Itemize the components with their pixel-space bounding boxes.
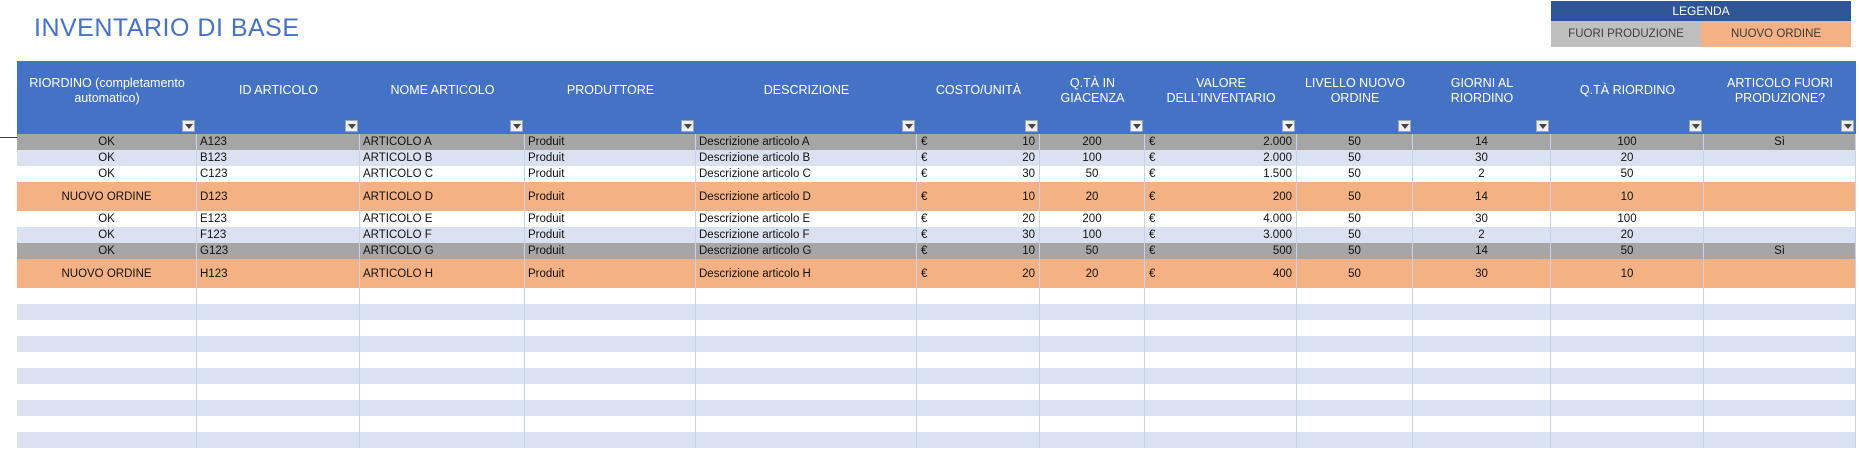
table-cell-nome[interactable]: ARTICOLO C: [360, 166, 525, 182]
column-header: [1413, 61, 1551, 134]
table-cell-livello[interactable]: 50: [1297, 134, 1413, 150]
table-cell-descrizione[interactable]: Descrizione articolo C: [696, 166, 917, 182]
table-cell-riordino[interactable]: OK: [17, 211, 197, 227]
table-cell-empty[interactable]: [1551, 320, 1704, 336]
column-header: [1040, 61, 1145, 134]
table-cell-giacenza[interactable]: 20: [1040, 182, 1145, 211]
table-cell-empty[interactable]: [197, 416, 360, 432]
table-cell-empty[interactable]: [1297, 384, 1413, 400]
table-cell-empty[interactable]: [1551, 288, 1704, 304]
table-cell-qta-riordino[interactable]: 50: [1551, 166, 1704, 182]
table-cell-giacenza[interactable]: 100: [1040, 227, 1145, 243]
table-cell-empty[interactable]: [17, 304, 197, 320]
table-cell-fuori[interactable]: Sì: [1704, 134, 1856, 150]
page-title: INVENTARIO DI BASE: [34, 14, 300, 42]
filter-dropdown-icon[interactable]: [345, 120, 358, 132]
table-cell-empty[interactable]: [1040, 304, 1145, 320]
table-cell-empty[interactable]: [1040, 416, 1145, 432]
table-cell-empty[interactable]: [1704, 288, 1856, 304]
column-header: [525, 61, 696, 134]
table-cell-id[interactable]: C123: [197, 166, 360, 182]
table-cell-costo[interactable]: [917, 227, 1040, 243]
filter-dropdown-icon[interactable]: [510, 120, 523, 132]
table-cell-empty[interactable]: [1551, 304, 1704, 320]
table-cell-livello[interactable]: 50: [1297, 227, 1413, 243]
table-cell-empty[interactable]: [1551, 432, 1704, 448]
cell-value: 10: [1022, 136, 1035, 148]
table-cell-empty[interactable]: [1413, 336, 1551, 352]
table-cell-fuori[interactable]: [1704, 166, 1856, 182]
table-cell-empty[interactable]: [1040, 288, 1145, 304]
column-header-label: COSTO/UNITÀ: [935, 83, 1022, 97]
table-cell-empty[interactable]: [696, 368, 917, 384]
table-cell-empty[interactable]: [360, 336, 525, 352]
table-cell-giorni[interactable]: 30: [1413, 150, 1551, 166]
table-cell-giacenza[interactable]: 20: [1040, 259, 1145, 288]
table-cell-empty[interactable]: [1145, 368, 1297, 384]
table-cell-descrizione[interactable]: Descrizione articolo B: [696, 150, 917, 166]
cell-value: 20: [1022, 152, 1035, 164]
table-cell-empty[interactable]: [525, 384, 696, 400]
table-cell-id[interactable]: D123: [197, 182, 360, 211]
table-cell-empty[interactable]: [360, 368, 525, 384]
table-cell-empty[interactable]: [1297, 368, 1413, 384]
table-cell-empty[interactable]: [17, 416, 197, 432]
table-cell-giacenza[interactable]: 200: [1040, 134, 1145, 150]
cell-value: 20: [1022, 267, 1035, 280]
table-cell-nome[interactable]: ARTICOLO B: [360, 150, 525, 166]
column-header-label: Q.TÀ IN GIACENZA: [1060, 75, 1125, 105]
table-cell-giacenza[interactable]: 100: [1040, 150, 1145, 166]
table-cell-qta-riordino[interactable]: 10: [1551, 259, 1704, 288]
table-cell-riordino[interactable]: NUOVO ORDINE: [17, 182, 197, 211]
table-cell-valore[interactable]: [1145, 150, 1297, 166]
table-cell-fuori[interactable]: [1704, 150, 1856, 166]
table-cell-empty[interactable]: [197, 384, 360, 400]
column-header: [696, 61, 917, 134]
table-cell-empty[interactable]: [1551, 336, 1704, 352]
table-cell-empty[interactable]: [917, 304, 1040, 320]
table-cell-descrizione[interactable]: Descrizione articolo A: [696, 134, 917, 150]
column-header-label: Q.TÀ RIORDINO: [1579, 83, 1676, 97]
table-cell-empty[interactable]: [1551, 384, 1704, 400]
currency-symbol: €: [921, 245, 928, 257]
table-cell-empty[interactable]: [1551, 368, 1704, 384]
table-cell-empty[interactable]: [525, 352, 696, 368]
table-cell-qta-riordino[interactable]: 10: [1551, 182, 1704, 211]
legend-new-order: NUOVO ORDINE: [1701, 21, 1851, 47]
table-cell-fuori[interactable]: Sì: [1704, 243, 1856, 259]
table-cell-empty[interactable]: [1704, 400, 1856, 416]
column-header: [17, 61, 197, 134]
table-cell-empty[interactable]: [360, 416, 525, 432]
table-cell-qta-riordino[interactable]: 100: [1551, 211, 1704, 227]
table-cell-empty[interactable]: [525, 320, 696, 336]
table-cell-livello[interactable]: 50: [1297, 259, 1413, 288]
table-cell-empty[interactable]: [360, 288, 525, 304]
column-header: [1704, 61, 1856, 134]
table-cell-empty[interactable]: [1551, 416, 1704, 432]
cell-value: 30: [1022, 168, 1035, 180]
column-header-label: NOME ARTICOLO: [390, 83, 495, 97]
table-cell-costo[interactable]: [917, 259, 1040, 288]
table-cell-empty[interactable]: [696, 336, 917, 352]
filter-dropdown-icon[interactable]: [681, 120, 694, 132]
column-header: [1551, 61, 1704, 134]
table-cell-empty[interactable]: [696, 320, 917, 336]
currency-symbol: €: [921, 229, 928, 241]
table-cell-empty[interactable]: [17, 336, 197, 352]
currency-symbol: €: [921, 168, 928, 180]
table-cell-empty[interactable]: [1704, 320, 1856, 336]
table-cell-giacenza[interactable]: 50: [1040, 166, 1145, 182]
table-cell-costo[interactable]: [917, 150, 1040, 166]
table-cell-empty[interactable]: [197, 400, 360, 416]
currency-symbol: €: [921, 136, 928, 148]
table-cell-riordino[interactable]: NUOVO ORDINE: [17, 259, 197, 288]
table-cell-livello[interactable]: 50: [1297, 211, 1413, 227]
table-cell-empty[interactable]: [696, 288, 917, 304]
table-cell-empty[interactable]: [360, 320, 525, 336]
table-cell-produttore[interactable]: Produit: [525, 182, 696, 211]
table-cell-nome[interactable]: ARTICOLO G: [360, 243, 525, 259]
table-cell-nome[interactable]: ARTICOLO F: [360, 227, 525, 243]
table-cell-nome[interactable]: ARTICOLO A: [360, 134, 525, 150]
filter-dropdown-icon[interactable]: [1398, 120, 1411, 132]
filter-dropdown-icon[interactable]: [182, 120, 195, 132]
table-cell-livello[interactable]: 50: [1297, 243, 1413, 259]
table-cell-empty[interactable]: [1145, 400, 1297, 416]
table-cell-empty[interactable]: [696, 384, 917, 400]
cell-value: 30: [1022, 229, 1035, 241]
cell-value: 2.000: [1263, 136, 1292, 148]
table-cell-empty[interactable]: [1145, 384, 1297, 400]
table-cell-empty[interactable]: [917, 288, 1040, 304]
cell-value: 20: [1022, 213, 1035, 225]
currency-symbol: €: [1149, 213, 1156, 225]
table-cell-produttore[interactable]: Produit: [525, 227, 696, 243]
table-cell-fuori[interactable]: [1704, 211, 1856, 227]
legend-discontinued: FUORI PRODUZIONE: [1551, 21, 1701, 47]
table-cell-empty[interactable]: [1297, 352, 1413, 368]
table-cell-empty[interactable]: [1297, 416, 1413, 432]
cell-value: 400: [1272, 267, 1292, 280]
table-cell-nome[interactable]: ARTICOLO D: [360, 182, 525, 211]
table-cell-giorni[interactable]: 30: [1413, 211, 1551, 227]
table-cell-produttore[interactable]: Produit: [525, 134, 696, 150]
table-cell-valore[interactable]: [1145, 259, 1297, 288]
table-cell-empty[interactable]: [1413, 384, 1551, 400]
cell-value: 1.500: [1263, 168, 1292, 180]
inventory-table: [17, 61, 1856, 448]
table-cell-nome[interactable]: ARTICOLO E: [360, 211, 525, 227]
column-header-label: DESCRIZIONE: [763, 83, 850, 97]
table-cell-empty[interactable]: [1040, 400, 1145, 416]
table-cell-giorni[interactable]: 14: [1413, 243, 1551, 259]
table-cell-empty[interactable]: [525, 304, 696, 320]
table-cell-id[interactable]: G123: [197, 243, 360, 259]
table-cell-valore[interactable]: [1145, 182, 1297, 211]
table-cell-produttore[interactable]: Produit: [525, 211, 696, 227]
table-cell-empty[interactable]: [1297, 304, 1413, 320]
cell-value: 10: [1022, 245, 1035, 257]
table-cell-empty[interactable]: [1551, 352, 1704, 368]
table-cell-empty[interactable]: [1040, 432, 1145, 448]
column-header: [360, 61, 525, 134]
table-cell-empty[interactable]: [1704, 416, 1856, 432]
table-cell-empty[interactable]: [1413, 352, 1551, 368]
table-cell-empty[interactable]: [1145, 304, 1297, 320]
table-cell-empty[interactable]: [360, 384, 525, 400]
table-cell-empty[interactable]: [1040, 320, 1145, 336]
table-cell-giorni[interactable]: 2: [1413, 227, 1551, 243]
table-cell-empty[interactable]: [917, 336, 1040, 352]
table-cell-empty[interactable]: [197, 368, 360, 384]
filter-dropdown-icon[interactable]: [902, 120, 915, 132]
filter-dropdown-icon[interactable]: [1841, 120, 1854, 132]
table-cell-empty[interactable]: [1297, 336, 1413, 352]
table-cell-empty[interactable]: [1413, 368, 1551, 384]
table-cell-costo[interactable]: [917, 166, 1040, 182]
table-cell-valore[interactable]: [1145, 134, 1297, 150]
table-cell-empty[interactable]: [917, 320, 1040, 336]
table-cell-empty[interactable]: [17, 400, 197, 416]
table-cell-id[interactable]: H123: [197, 259, 360, 288]
table-cell-empty[interactable]: [917, 384, 1040, 400]
table-cell-empty[interactable]: [1297, 432, 1413, 448]
table-cell-empty[interactable]: [197, 304, 360, 320]
table-cell-empty[interactable]: [1704, 352, 1856, 368]
table-cell-valore[interactable]: [1145, 166, 1297, 182]
table-cell-fuori[interactable]: [1704, 227, 1856, 243]
column-header-label: ARTICOLO FUORI PRODUZIONE?: [1726, 75, 1834, 105]
table-cell-riordino[interactable]: OK: [17, 150, 197, 166]
table-cell-riordino[interactable]: OK: [17, 227, 197, 243]
table-cell-empty[interactable]: [197, 320, 360, 336]
table-cell-nome[interactable]: ARTICOLO H: [360, 259, 525, 288]
cell-value: 500: [1272, 245, 1292, 257]
table-cell-empty[interactable]: [696, 352, 917, 368]
table-cell-id[interactable]: E123: [197, 211, 360, 227]
table-cell-descrizione[interactable]: Descrizione articolo G: [696, 243, 917, 259]
legend-title: LEGENDA: [1551, 1, 1851, 21]
table-cell-descrizione[interactable]: Descrizione articolo H: [696, 259, 917, 288]
currency-symbol: €: [1149, 152, 1156, 164]
cell-value: 2.000: [1263, 152, 1292, 164]
table-cell-empty[interactable]: [917, 432, 1040, 448]
currency-symbol: €: [1149, 190, 1156, 203]
table-cell-id[interactable]: A123: [197, 134, 360, 150]
table-cell-empty[interactable]: [17, 384, 197, 400]
cell-value: 200: [1272, 190, 1292, 203]
column-header: [917, 61, 1040, 134]
table-cell-empty[interactable]: [525, 336, 696, 352]
table-cell-empty[interactable]: [360, 400, 525, 416]
table-cell-empty[interactable]: [197, 336, 360, 352]
table-cell-empty[interactable]: [525, 288, 696, 304]
table-cell-giorni[interactable]: 14: [1413, 134, 1551, 150]
table-cell-riordino[interactable]: OK: [17, 134, 197, 150]
table-cell-empty[interactable]: [1413, 400, 1551, 416]
table-cell-empty[interactable]: [525, 400, 696, 416]
table-cell-empty[interactable]: [917, 368, 1040, 384]
column-header-label: GIORNI AL RIORDINO: [1450, 75, 1514, 105]
table-cell-empty[interactable]: [696, 416, 917, 432]
table-cell-empty[interactable]: [696, 400, 917, 416]
column-header-label: VALORE DELL'INVENTARIO: [1166, 75, 1276, 105]
table-cell-fuori[interactable]: [1704, 182, 1856, 211]
table-cell-livello[interactable]: 50: [1297, 166, 1413, 182]
currency-symbol: €: [1149, 168, 1156, 180]
table-cell-empty[interactable]: [1297, 320, 1413, 336]
table-cell-empty[interactable]: [1145, 352, 1297, 368]
table-cell-valore[interactable]: [1145, 211, 1297, 227]
table-cell-empty[interactable]: [1040, 352, 1145, 368]
table-cell-empty[interactable]: [197, 432, 360, 448]
table-cell-empty[interactable]: [917, 352, 1040, 368]
table-cell-empty[interactable]: [525, 416, 696, 432]
table-cell-empty[interactable]: [1704, 336, 1856, 352]
currency-symbol: €: [1149, 136, 1156, 148]
table-cell-empty[interactable]: [1704, 368, 1856, 384]
table-cell-descrizione[interactable]: Descrizione articolo F: [696, 227, 917, 243]
table-cell-empty[interactable]: [696, 432, 917, 448]
table-cell-empty[interactable]: [1704, 384, 1856, 400]
currency-symbol: €: [921, 152, 928, 164]
table-cell-empty[interactable]: [17, 288, 197, 304]
table-cell-qta-riordino[interactable]: 20: [1551, 150, 1704, 166]
column-header-label: RIORDINO (completamento automatico): [29, 75, 185, 105]
table-cell-livello[interactable]: 50: [1297, 182, 1413, 211]
table-cell-empty[interactable]: [696, 304, 917, 320]
table-cell-riordino[interactable]: OK: [17, 166, 197, 182]
table-cell-empty[interactable]: [1704, 432, 1856, 448]
table-cell-empty[interactable]: [1704, 304, 1856, 320]
table-cell-id[interactable]: B123: [197, 150, 360, 166]
table-cell-id[interactable]: F123: [197, 227, 360, 243]
table-cell-empty[interactable]: [1297, 400, 1413, 416]
table-cell-empty[interactable]: [1413, 320, 1551, 336]
table-cell-qta-riordino[interactable]: 50: [1551, 243, 1704, 259]
table-cell-empty[interactable]: [1040, 384, 1145, 400]
filter-dropdown-icon[interactable]: [1536, 120, 1549, 132]
currency-symbol: €: [1149, 267, 1156, 280]
table-cell-empty[interactable]: [1145, 336, 1297, 352]
table-cell-empty[interactable]: [1145, 320, 1297, 336]
table-cell-empty[interactable]: [1551, 400, 1704, 416]
table-cell-qta-riordino[interactable]: 100: [1551, 134, 1704, 150]
table-cell-costo[interactable]: [917, 211, 1040, 227]
table-cell-empty[interactable]: [17, 432, 197, 448]
table-cell-empty[interactable]: [1413, 416, 1551, 432]
table-cell-empty[interactable]: [197, 288, 360, 304]
cell-value: 10: [1022, 190, 1035, 203]
filter-dropdown-icon[interactable]: [1025, 120, 1038, 132]
table-cell-giacenza[interactable]: 200: [1040, 211, 1145, 227]
table-cell-livello[interactable]: 50: [1297, 150, 1413, 166]
table-cell-empty[interactable]: [1040, 368, 1145, 384]
table-cell-empty[interactable]: [1145, 416, 1297, 432]
table-cell-produttore[interactable]: Produit: [525, 243, 696, 259]
column-header-label: ID ARTICOLO: [239, 83, 318, 97]
table-cell-valore[interactable]: [1145, 227, 1297, 243]
legend: [1551, 1, 1851, 47]
table-cell-produttore[interactable]: Produit: [525, 150, 696, 166]
filter-dropdown-icon[interactable]: [1689, 120, 1702, 132]
table-cell-empty[interactable]: [1040, 336, 1145, 352]
table-cell-empty[interactable]: [360, 432, 525, 448]
table-cell-empty[interactable]: [917, 400, 1040, 416]
table-cell-fuori[interactable]: [1704, 259, 1856, 288]
currency-symbol: €: [921, 213, 928, 225]
table-cell-descrizione[interactable]: Descrizione articolo E: [696, 211, 917, 227]
cell-value: 4.000: [1263, 213, 1292, 225]
currency-symbol: €: [921, 190, 928, 203]
table-cell-empty[interactable]: [1297, 288, 1413, 304]
column-header: [1145, 61, 1297, 134]
filter-dropdown-icon[interactable]: [1282, 120, 1295, 132]
table-cell-empty[interactable]: [17, 368, 197, 384]
table-cell-giorni[interactable]: 30: [1413, 259, 1551, 288]
table-cell-empty[interactable]: [360, 352, 525, 368]
table-cell-costo[interactable]: [917, 243, 1040, 259]
table-cell-empty[interactable]: [1145, 288, 1297, 304]
cell-value: 3.000: [1263, 229, 1292, 241]
column-header-label: LIVELLO NUOVO ORDINE: [1304, 75, 1406, 105]
table-cell-empty[interactable]: [1413, 432, 1551, 448]
column-header-label: PRODUTTORE: [566, 83, 655, 97]
table-cell-produttore[interactable]: Produit: [525, 259, 696, 288]
table-cell-qta-riordino[interactable]: 20: [1551, 227, 1704, 243]
table-cell-empty[interactable]: [1413, 304, 1551, 320]
table-cell-riordino[interactable]: OK: [17, 243, 197, 259]
table-cell-costo[interactable]: [917, 134, 1040, 150]
column-header: [1297, 61, 1413, 134]
table-cell-empty[interactable]: [17, 352, 197, 368]
currency-symbol: €: [1149, 229, 1156, 241]
table-cell-giacenza[interactable]: 50: [1040, 243, 1145, 259]
column-header: [197, 61, 360, 134]
table-cell-giorni[interactable]: 14: [1413, 182, 1551, 211]
table-cell-empty[interactable]: [917, 416, 1040, 432]
currency-symbol: €: [921, 267, 928, 280]
table-cell-empty[interactable]: [1145, 432, 1297, 448]
table-cell-produttore[interactable]: Produit: [525, 166, 696, 182]
table-cell-empty[interactable]: [360, 304, 525, 320]
table-cell-empty[interactable]: [1413, 288, 1551, 304]
currency-symbol: €: [1149, 245, 1156, 257]
table-cell-valore[interactable]: [1145, 243, 1297, 259]
table-cell-empty[interactable]: [525, 432, 696, 448]
table-cell-empty[interactable]: [525, 368, 696, 384]
table-cell-costo[interactable]: [917, 182, 1040, 211]
table-cell-descrizione[interactable]: Descrizione articolo D: [696, 182, 917, 211]
table-cell-empty[interactable]: [17, 320, 197, 336]
table-cell-giorni[interactable]: 2: [1413, 166, 1551, 182]
table-cell-empty[interactable]: [197, 352, 360, 368]
filter-dropdown-icon[interactable]: [1130, 120, 1143, 132]
